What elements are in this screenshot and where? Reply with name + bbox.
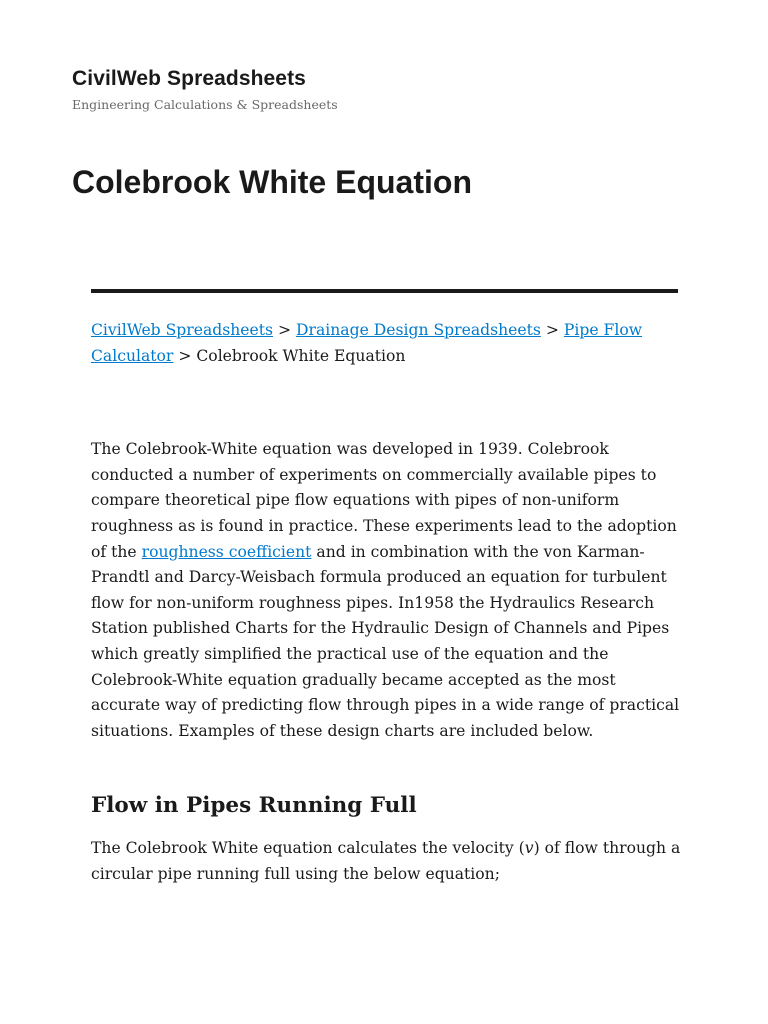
section-text-start: The Colebrook White equation calculates the velocity ( xyxy=(91,839,525,858)
site-title-link[interactable]: CivilWeb Spreadsheets xyxy=(72,67,306,90)
page-title: Colebrook White Equation xyxy=(72,164,472,200)
site-header xyxy=(72,62,692,114)
content-divider xyxy=(91,289,678,293)
section-text-end: ) of flow through a circular pipe running full using the below equation; xyxy=(91,839,681,883)
breadcrumb-separator: > xyxy=(540,321,564,339)
breadcrumb-link-home[interactable]: CivilWeb Spreadsheets xyxy=(91,321,274,339)
roughness-coefficient-link[interactable]: roughness coefficient xyxy=(141,542,312,561)
breadcrumb-separator: > xyxy=(273,321,297,339)
velocity-variable: v xyxy=(524,839,534,858)
breadcrumb xyxy=(91,318,681,369)
intro-text-end: and in combination with the von Karman-Prandtl and Darcy-Weisbach formula produced an equation for turbulent flow for non-uniform roughness pipes. In1958 the Hydraulics Research Station published Charts for the Hydraulic Design of Channels and Pipes which greatly simplified the practical use of the equation and the Colebrook-White equation gradually became accepted as the most accurate way of predicting flow through pipes in a wide range of practical situations. Examples of these design charts are included below. xyxy=(91,542,680,740)
section-heading: Flow in Pipes Running Full xyxy=(91,793,417,819)
site-description: Engineering Calculations & Spreadsheets xyxy=(72,97,338,112)
article-content xyxy=(91,318,681,888)
section-paragraph xyxy=(91,836,681,887)
breadcrumb-link-drainage[interactable]: Drainage Design Spreadsheets xyxy=(296,321,541,339)
intro-text-start: The Colebrook-White equation was developed in 1939. Colebrook conducted a number of experiments on commercially available pipes to compare theoretical pipe flow equations with pipes of non-uniform roughness as is found in practice. These experiments lead to the adoption of the xyxy=(91,440,677,561)
breadcrumb-separator: > xyxy=(173,346,197,365)
intro-paragraph xyxy=(91,437,681,744)
breadcrumb-link-pipe-flow[interactable]: Pipe Flow Calculator xyxy=(91,321,643,365)
breadcrumb-current: Colebrook White Equation xyxy=(196,346,406,365)
